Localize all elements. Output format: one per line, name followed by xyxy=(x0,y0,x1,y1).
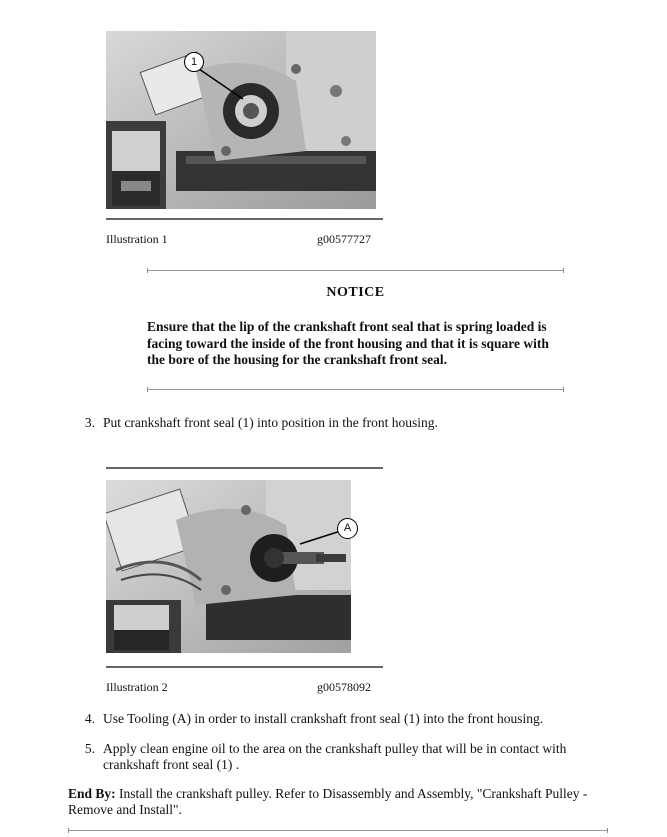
bottom-rule xyxy=(68,830,608,831)
notice-text: Ensure that the lip of the crankshaft front seal that is spring loaded is facing toward the inside of the front housing and that it is square with the bore of the housing for the crankshaft front seal. xyxy=(147,319,549,367)
notice-top-rule xyxy=(147,270,564,271)
end-by-label: End By: xyxy=(68,786,116,801)
illustration-2-rule xyxy=(106,666,383,668)
notice-title: NOTICE xyxy=(326,285,385,300)
step-4-text: Use Tooling (A) in order to install crankshaft front seal (1) into the front housing. xyxy=(103,711,544,726)
step-3-number: 3. xyxy=(84,415,95,430)
illustration-2-top-rule xyxy=(106,467,383,469)
illustration-1-code: g00577727 xyxy=(317,232,371,246)
step-3-text: Put crankshaft front seal (1) into position in the front housing. xyxy=(103,415,438,430)
illustration-2-photo xyxy=(106,480,351,653)
illustration-2-code: g00578092 xyxy=(317,680,371,694)
engine-seal-tooling-photo xyxy=(106,480,351,653)
illustration-1-rule xyxy=(106,218,383,220)
step-5-text: Apply clean engine oil to the area on the crankshaft pulley that will be in contact with crankshaft front seal (1) . xyxy=(103,741,567,772)
illustration-1-photo xyxy=(106,31,376,209)
end-by-text: Install the crankshaft pulley. Refer to Disassembly and Assembly, "Crankshaft Pulley - Remove and Install". xyxy=(68,786,588,817)
engine-front-seal-photo xyxy=(106,31,376,209)
end-by-paragraph xyxy=(68,786,608,818)
notice-bottom-rule xyxy=(147,389,564,390)
illustration-1-label: Illustration 1 xyxy=(106,232,168,246)
illustration-2-label: Illustration 2 xyxy=(106,680,168,694)
callout-1: 1 xyxy=(184,52,204,72)
step-5-number: 5. xyxy=(84,741,95,756)
step-4-number: 4. xyxy=(84,711,95,726)
callout-a: A xyxy=(337,518,358,539)
